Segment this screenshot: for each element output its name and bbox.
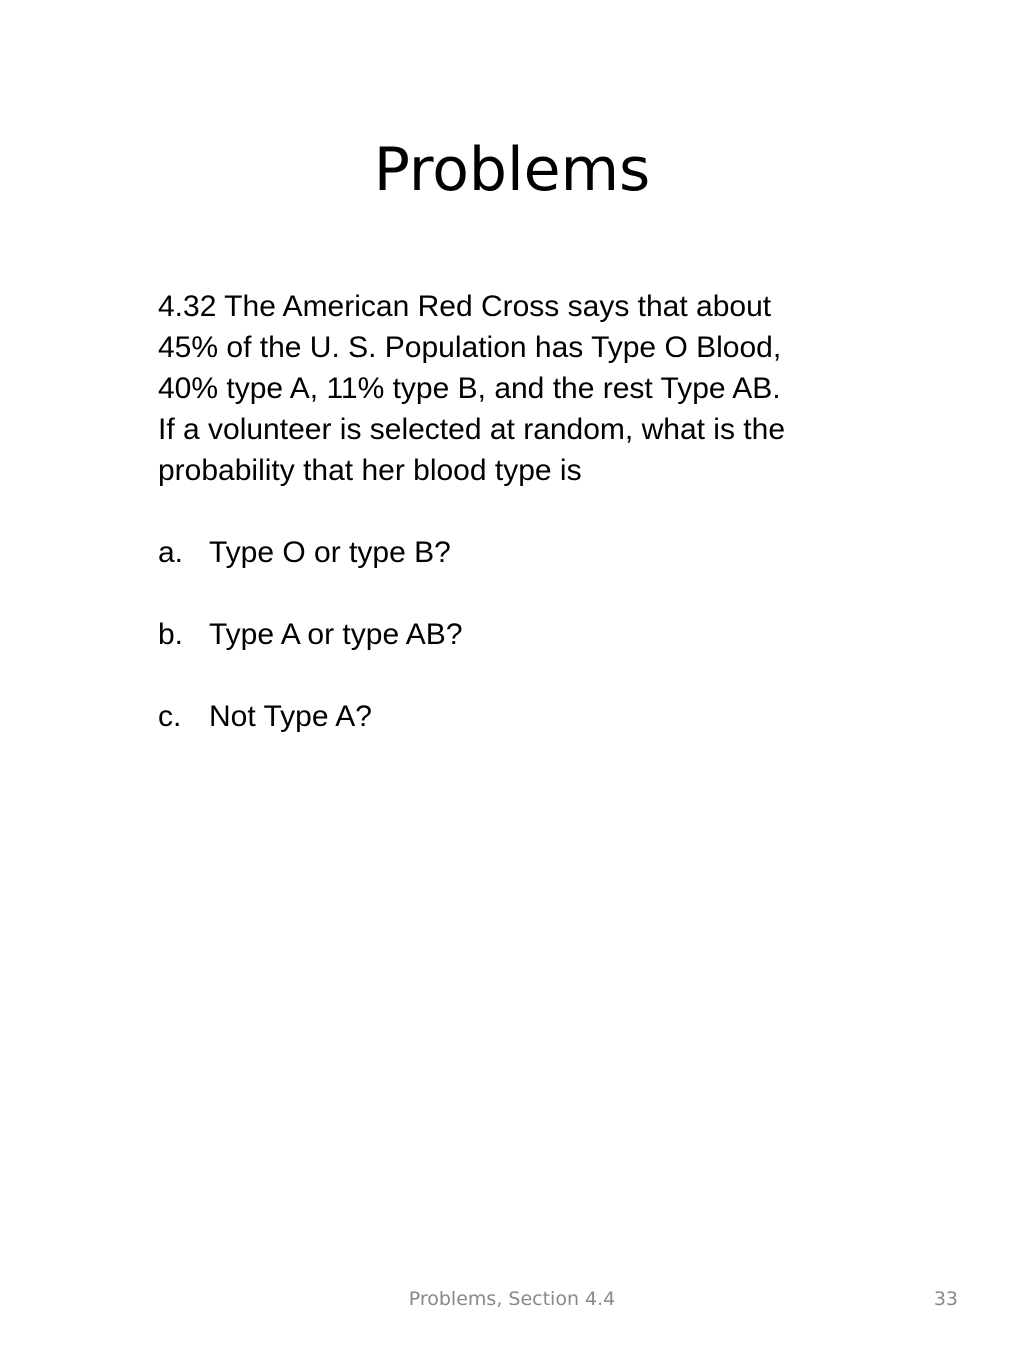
problem-part-a: [158, 532, 918, 573]
part-text: Not Type A?: [209, 700, 372, 733]
problem-body: [158, 286, 918, 778]
footer-label: Problems, Section 4.4: [408, 1288, 616, 1310]
part-letter: c.: [158, 700, 182, 733]
slide-title: Problems: [373, 135, 651, 205]
problem-part-b: [158, 614, 918, 655]
page-number: 33: [933, 1288, 958, 1310]
problem-parts-list: [158, 532, 918, 737]
part-letter: a.: [158, 536, 184, 569]
part-text: Type A or type AB?: [209, 618, 463, 651]
part-text: Type O or type B?: [209, 536, 451, 569]
problem-statement: 4.32 The American Red Cross says that about 45% of the U. S. Population has Type O Blood, 40% type A, 11% type B, and the rest Type AB. If a volunteer is selected at random, what is the probability that her blood type is: [158, 290, 785, 487]
problem-part-c: [158, 696, 918, 737]
part-letter: b.: [158, 618, 184, 651]
